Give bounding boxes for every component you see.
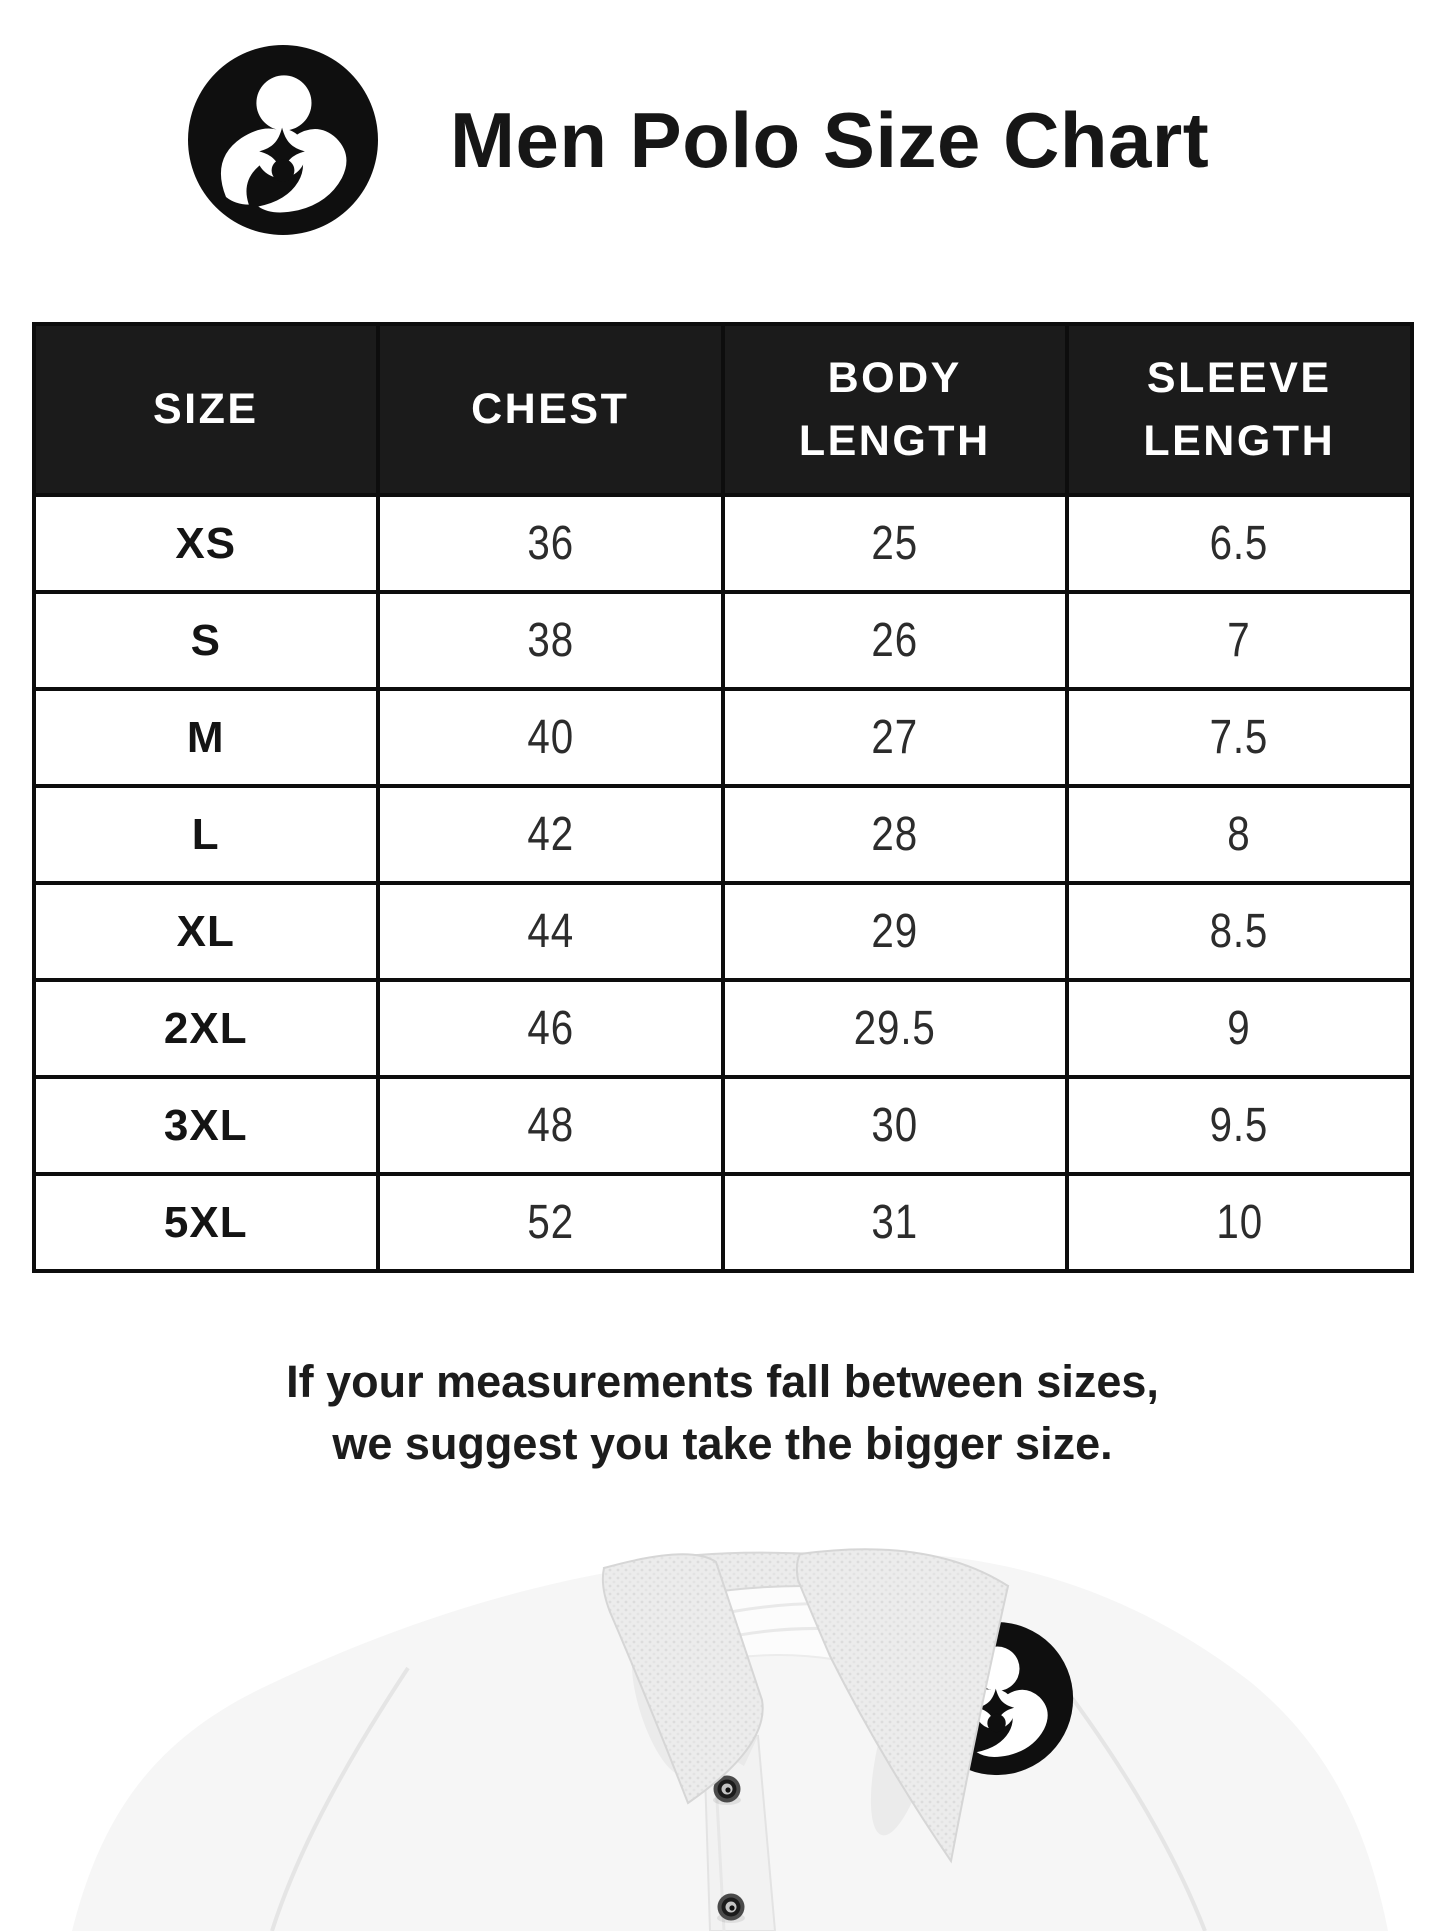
brand-header bbox=[0, 0, 1445, 235]
column-header-body-length: BODY LENGTH bbox=[723, 324, 1068, 495]
table-header-row bbox=[34, 324, 1412, 495]
size-cell: 3XL bbox=[34, 1077, 379, 1174]
fit-note-line-2: we suggest you take the bigger size. bbox=[332, 1418, 1113, 1469]
table-row bbox=[34, 883, 1412, 980]
sleeve-length-cell: 7 bbox=[1067, 592, 1412, 689]
sleeve-length-cell: 7.5 bbox=[1067, 689, 1412, 786]
fit-note-line-1: If your measurements fall between sizes, bbox=[286, 1356, 1159, 1407]
sleeve-length-cell: 8.5 bbox=[1067, 883, 1412, 980]
chest-cell: 36 bbox=[378, 495, 723, 592]
size-cell: M bbox=[34, 689, 379, 786]
table-row bbox=[34, 495, 1412, 592]
sleeve-length-cell: 10 bbox=[1067, 1174, 1412, 1271]
table-row bbox=[34, 689, 1412, 786]
body-length-cell: 28 bbox=[723, 786, 1068, 883]
column-header-sleeve-length: SLEEVE LENGTH bbox=[1067, 324, 1412, 495]
table-row bbox=[34, 786, 1412, 883]
chest-cell: 52 bbox=[378, 1174, 723, 1271]
size-cell: S bbox=[34, 592, 379, 689]
body-length-cell: 29.5 bbox=[723, 980, 1068, 1077]
body-length-cell: 27 bbox=[723, 689, 1068, 786]
chest-cell: 48 bbox=[378, 1077, 723, 1174]
sleeve-length-cell: 9.5 bbox=[1067, 1077, 1412, 1174]
chest-cell: 42 bbox=[378, 786, 723, 883]
polo-shirt-photo bbox=[0, 1528, 1445, 1931]
table-row bbox=[34, 1077, 1412, 1174]
column-header-size: SIZE bbox=[34, 324, 379, 495]
size-table bbox=[32, 322, 1414, 1273]
sleeve-length-cell: 9 bbox=[1067, 980, 1412, 1077]
size-cell: XL bbox=[34, 883, 379, 980]
sleeve-length-cell: 8 bbox=[1067, 786, 1412, 883]
size-cell: XS bbox=[34, 495, 379, 592]
body-length-cell: 29 bbox=[723, 883, 1068, 980]
brand-logo-icon bbox=[188, 45, 378, 235]
table-row bbox=[34, 980, 1412, 1077]
fit-note bbox=[0, 1351, 1445, 1475]
size-cell: 5XL bbox=[34, 1174, 379, 1271]
body-length-cell: 25 bbox=[723, 495, 1068, 592]
chest-cell: 38 bbox=[378, 592, 723, 689]
body-length-cell: 30 bbox=[723, 1077, 1068, 1174]
button bbox=[717, 1894, 745, 1924]
table-row bbox=[34, 592, 1412, 689]
sleeve-length-cell: 6.5 bbox=[1067, 495, 1412, 592]
chest-cell: 40 bbox=[378, 689, 723, 786]
body-length-cell: 31 bbox=[723, 1174, 1068, 1271]
table-row bbox=[34, 1174, 1412, 1271]
size-cell: L bbox=[34, 786, 379, 883]
size-cell: 2XL bbox=[34, 980, 379, 1077]
chest-cell: 44 bbox=[378, 883, 723, 980]
column-header-chest: CHEST bbox=[378, 324, 723, 495]
body-length-cell: 26 bbox=[723, 592, 1068, 689]
page-title: Men Polo Size Chart bbox=[450, 95, 1210, 184]
chest-cell: 46 bbox=[378, 980, 723, 1077]
